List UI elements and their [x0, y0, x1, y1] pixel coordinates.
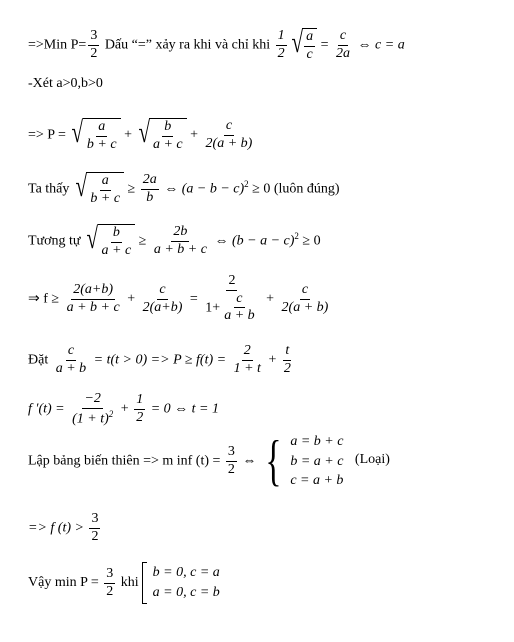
sqrt-a-over-b-plus-c: √ $\frac{a}{b + c}$ — [73, 172, 124, 206]
line-3: => P = √ $\frac{a}{b + c}$ + √ $\frac{b}{a + c}$ + $\frac{c}{2(a + b)}$ — [28, 116, 253, 152]
line-2: -Xét a>0,b>0 — [28, 76, 103, 91]
sqrt-a-over-b-plus-c: √ $\frac{a}{b + c}$ — [69, 118, 120, 152]
line-8: f ′(t) = $\frac{-2}{(1 + t)^2}$ + $\frac{1}{2}$ = 0 ⇔ t = 1 — [28, 391, 219, 427]
line-10: => f (t) > $\frac{3}{2}$ — [28, 511, 99, 544]
c-equals-a: ⇔ c = a — [357, 37, 405, 53]
line-1: =>Min P= $\frac{3}{2}$ Dấu “=” xảy ra khi và chỉ khi $\frac{1}{2}$ √ $\frac{a}{c}$ = $\frac{c}{2a}$ ⇔ c = a — [28, 26, 405, 62]
fraction-1-2: $\frac{1}{2}$ — [277, 28, 285, 61]
system-of-equations: a = b + c b = a + c c = a + b — [290, 434, 344, 489]
line-7: Đặt $\frac{c}{a + b}$ = t(t > 0) => P ≥ f(t) = $\frac{2}{1 + t}$ + $\frac{t}{2}$ — [28, 343, 291, 376]
equality-condition-text: Dấu “=” xảy ra khi và chỉ khi — [104, 37, 271, 53]
line-5: Tương tự √ $\frac{b}{a + c}$ ≥ $\frac{2b}{a + b + c}$ ⇔ $(b - a - c)^2 \ge 0$ — [28, 222, 321, 258]
fraction-2a-b: $\frac{2a}{b}$ — [142, 172, 157, 205]
left-bracket — [142, 562, 147, 604]
rejected-label: (Loại) — [354, 451, 390, 467]
fraction-c-2a: $\frac{c}{2a}$ — [336, 28, 351, 61]
solution-cases: b = 0, c = a a = 0, c = b — [152, 565, 220, 600]
sqrt-b-over-a-plus-c: √ $\frac{b}{a + c}$ — [84, 224, 135, 258]
line-11: Vậy min P = $\frac{3}{2}$ khi b = 0, c = a a = 0, c = b — [28, 562, 220, 604]
line-9: Lập bảng biến thiên => m inf (t) = $\frac{3}{2}$ ⇔ { a = b + c b = a + c c = a + b (Loại) — [28, 430, 390, 493]
sqrt-b-over-a-plus-c: √ $\frac{b}{a + c}$ — [136, 118, 187, 152]
fraction-c-2ab: $\frac{c}{2(a + b)}$ — [205, 118, 253, 151]
fraction-3-2: $\frac{3}{2}$ — [90, 28, 98, 61]
fraction-2b-abc: $\frac{2b}{a + b + c}$ — [153, 224, 207, 257]
min-p-text: =>Min P= — [28, 37, 87, 53]
line-4: Ta thấy √ $\frac{a}{b + c}$ ≥ $\frac{2a}{b}$ ⇔ $(a - b - c)^2 \ge 0$ (luôn đúng) — [28, 170, 340, 206]
line-6: ⇒ f ≥ $\frac{2(a+b)}{a + b + c}$ + $\frac{c}{2(a+b)}$ = 2 1+ $\frac{c}{a + b}$ + $\frac{c}{2(a + b)}$ — [28, 273, 329, 324]
left-brace: { — [265, 430, 282, 493]
nested-fraction: 2 1+ $\frac{c}{a + b}$ — [205, 273, 255, 324]
sqrt-a-c: √ $\frac{a}{c}$ — [289, 28, 317, 62]
